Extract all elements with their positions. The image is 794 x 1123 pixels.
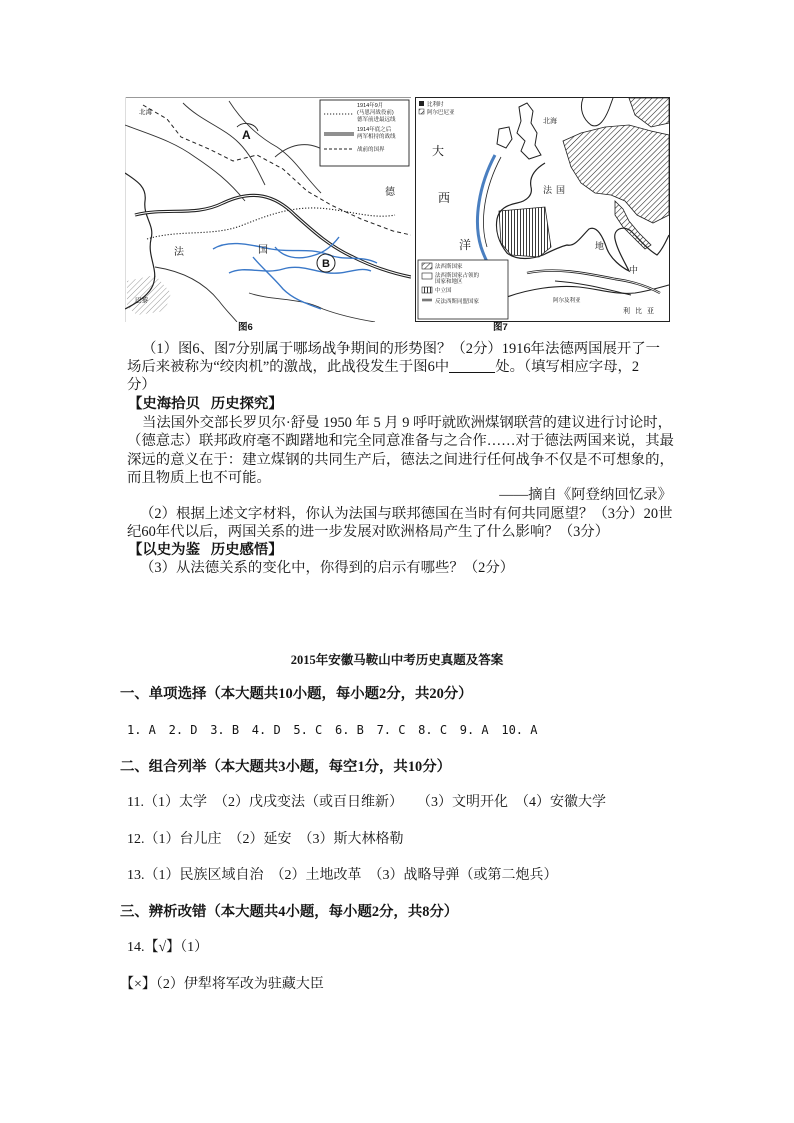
answer-blank bbox=[449, 359, 495, 373]
key-belgium-symbol bbox=[419, 101, 424, 106]
key-text: 比利时 bbox=[427, 102, 444, 108]
passage-line: （德意志）联邦政府毫不踟躇地和完全同意准备与之合作……对于德法两国来说，其最 bbox=[127, 433, 674, 449]
choice-answer: 3. B bbox=[210, 723, 240, 737]
single-choice-heading: 一、单项选择（本大题共10小题，每小题2分，共20分） bbox=[120, 686, 473, 702]
choice-answer: 6. B bbox=[334, 723, 364, 737]
choice-answer: 10. A bbox=[501, 723, 538, 737]
legend-text: 中立国 bbox=[435, 288, 452, 294]
choice-answer: 9. A bbox=[459, 723, 489, 737]
question-1-line: （1）图6、图7分别属于哪场战争期间的形势图？（2分）1916年法德两国展开了一 bbox=[142, 341, 661, 357]
legend-text: 法西斯国家占领的 bbox=[435, 273, 480, 279]
question-2-line: 纪60年代以后，两国关系的进一步发展对欧洲格局产生了什么影响？（3分） bbox=[127, 524, 610, 540]
key-albania-symbol bbox=[419, 109, 424, 114]
figure-7-legend bbox=[418, 260, 508, 319]
question-1-line: 分） bbox=[127, 377, 156, 393]
figure-6-caption: 图6 bbox=[238, 322, 253, 333]
combination-answer: 12.（1）台儿庄 （2）延安 （3）斯大林格勒 bbox=[127, 832, 404, 847]
correction-heading: 三、辨析改错（本大题共4小题，每小题2分，共8分） bbox=[120, 904, 459, 920]
legend-neutral-symbol bbox=[422, 287, 432, 293]
label-north-sea: 北海 bbox=[139, 109, 152, 116]
legend-text: 国家和地区 bbox=[435, 279, 463, 285]
choice-answer: 7. C bbox=[376, 723, 406, 737]
label-atlantic-yang: 洋 bbox=[459, 238, 472, 252]
section-heading-explore: 【史海拾贝 历史探究】 bbox=[128, 396, 283, 412]
label-algeria: 阿尔及利亚 bbox=[553, 298, 581, 304]
choice-answer: 4. D bbox=[251, 723, 281, 737]
label-paris: 巴黎 bbox=[135, 297, 148, 304]
legend-occupied-symbol bbox=[422, 273, 432, 279]
legend-text: 1914年9月 bbox=[357, 103, 384, 109]
label-france-guo: 国 bbox=[258, 245, 268, 256]
label-atlantic-da: 大 bbox=[432, 144, 445, 158]
correction-answer: 【×】（2）伊犁将军改为驻藏大臣 bbox=[120, 977, 324, 992]
correction-answer: 14.【√】（1） bbox=[127, 940, 209, 955]
label-france-fa: 法 bbox=[174, 247, 184, 258]
passage-source: ——摘自《阿登纳回忆录》 bbox=[499, 487, 672, 503]
figure-7-map bbox=[415, 97, 670, 322]
question-1-line bbox=[127, 358, 639, 376]
choice-answer: 5. C bbox=[293, 723, 323, 737]
label-germany: 德 bbox=[385, 187, 395, 198]
legend-text: 两军相持的战线 bbox=[357, 134, 396, 140]
figure-7-caption: 图7 bbox=[493, 322, 508, 333]
section-heading-reflect: 【以史为鉴 历史感悟】 bbox=[128, 542, 283, 558]
label-point-b: B bbox=[322, 258, 330, 270]
choice-answer: 1. A bbox=[127, 723, 156, 737]
passage-line: 当法国外交部长罗贝尔·舒曼 1950 年 5 月 9 呼吁就欧洲煤钢联营的建议进行讨论时， bbox=[142, 415, 673, 431]
label-atlantic-xi: 西 bbox=[438, 191, 451, 205]
legend-text: 战前的国界 bbox=[357, 147, 385, 153]
passage-line: 而且物质上也不可能。 bbox=[127, 470, 271, 486]
question-3-line: （3）从法德关系的变化中，你得到的启示有哪些？（2分） bbox=[140, 560, 515, 576]
key-text: 阿尔巴尼亚 bbox=[427, 110, 455, 116]
spain-neutral bbox=[499, 207, 551, 257]
label-france: 法国 bbox=[543, 185, 570, 195]
answers-title: 2015年安徽马鞍山中考历史真题及答案 bbox=[290, 653, 504, 667]
legend-text: 反法西斯同盟国家 bbox=[435, 299, 480, 305]
legend-fascist-symbol bbox=[422, 263, 432, 269]
passage-line: 深远的意义在于：建立煤钢的共同生产后，德法之间进行任何战争不仅是不可想象的， bbox=[127, 452, 674, 468]
legend-text: 法西斯国家 bbox=[435, 264, 463, 270]
figure-6-map bbox=[125, 97, 411, 322]
label-north-sea: 北海 bbox=[543, 118, 557, 125]
label-med-di: 地 bbox=[595, 241, 605, 251]
question-1-text: 处。（填写相应字母，2 bbox=[495, 359, 640, 375]
figure-6-legend bbox=[320, 100, 409, 166]
question-1-text: 场后来被称为“绞肉机”的激战，此战役发生于图6中 bbox=[127, 359, 450, 375]
combination-answer: 13.（1）民族区域自治 （2）土地改革 （3）战略导弹（或第二炮兵） bbox=[127, 868, 558, 883]
combination-heading: 二、组合列举（本大题共3小题，每空1分，共10分） bbox=[120, 759, 451, 775]
legend-text: (马恩河战役前) bbox=[357, 110, 394, 116]
label-med-zhong: 中 bbox=[629, 265, 639, 275]
label-libya: 利比亚 bbox=[623, 308, 659, 315]
choice-answer: 8. C bbox=[418, 723, 448, 737]
single-choice-answers bbox=[127, 721, 543, 739]
legend-text: 1914年底之后 bbox=[357, 127, 392, 133]
legend-text: 德军前进最远线 bbox=[357, 117, 396, 123]
label-point-a: A bbox=[242, 128, 251, 142]
combination-answer: 11.（1）太学 （2）戊戌变法（或百日维新） （3）文明开化 （4）安徽大学 bbox=[127, 795, 606, 810]
choice-answer: 2. D bbox=[168, 723, 198, 737]
question-2-line: （2）根据上述文字材料，你认为法国与联邦德国在当时有何共同愿望？（3分）20世 bbox=[140, 506, 673, 522]
